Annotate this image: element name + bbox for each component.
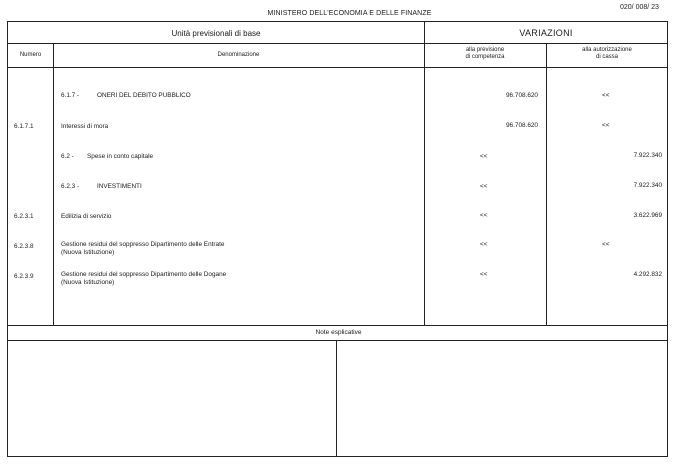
row-competenza: 96.708.620	[506, 122, 538, 129]
row-competenza: <<	[480, 241, 488, 248]
budget-table	[7, 21, 668, 457]
variazioni-divider	[424, 22, 425, 325]
competenza-header-line1: alla previsione	[465, 47, 505, 53]
row-numero: 6.2.3.8	[14, 243, 34, 250]
row-code: 6.2 -	[61, 153, 74, 160]
row-competenza: <<	[480, 153, 488, 160]
row-cassa: <<	[602, 241, 610, 248]
row-cassa: 3.622.969	[633, 212, 662, 219]
ministry-header: MINISTERO DELL'ECONOMIA E DELLE FINANZE	[267, 10, 432, 17]
competenza-header-line2: di competenza	[465, 54, 505, 60]
row-competenza: <<	[480, 212, 488, 219]
notes-left-box	[8, 340, 336, 456]
row-competenza: 96.708.620	[506, 92, 538, 99]
numero-header: Numero	[19, 52, 42, 58]
row-denominazione: Gestione residui del soppresso Dipartimento delle Dogane	[61, 271, 227, 278]
row-cassa: 7.922.340	[633, 182, 662, 189]
row-numero: 6.1.7.1	[14, 123, 34, 130]
row-cassa: 4.292.832	[633, 271, 662, 278]
row-code: 6.2.3 -	[61, 183, 80, 190]
document-code: 020/ 008/ 23	[620, 4, 659, 11]
variazioni-title: VARIAZIONI	[519, 28, 573, 38]
upb-title: Unità previsionali di base	[171, 29, 261, 38]
row-competenza: <<	[480, 271, 488, 278]
denominazione-header: Denominazione	[217, 52, 260, 58]
row-denominazione: Interessi di mora	[61, 123, 109, 130]
cassa-header-line1: alla autorizzazione	[582, 47, 632, 53]
cassa-header	[546, 47, 668, 61]
column-header-divider	[8, 67, 667, 68]
row-denominazione: INVESTIMENTI	[97, 183, 142, 190]
row-numero: 6.2.3.1	[14, 213, 34, 220]
numero-column-divider	[53, 43, 54, 325]
notes-top-divider	[8, 325, 667, 326]
row-competenza: <<	[480, 183, 488, 190]
row-cassa: <<	[602, 92, 610, 99]
row-denominazione: Gestione residui del soppresso Dipartimento delle Entrate	[61, 241, 225, 248]
row-numero: 6.2.3.9	[14, 273, 34, 280]
row-denominazione: Edilizia di servizio	[61, 213, 112, 220]
cassa-column-divider	[546, 43, 547, 325]
row-note: (Nuova Istituzione)	[61, 279, 115, 286]
cassa-header-line2: di cassa	[595, 54, 618, 60]
row-cassa: <<	[602, 122, 610, 129]
row-code: 6.1.7 -	[61, 92, 80, 99]
row-denominazione: Spese in conto capitale	[87, 153, 154, 160]
row-denominazione: ONERI DEL DEBITO PUBBLICO	[97, 92, 191, 99]
row-cassa: 7.922.340	[633, 152, 662, 159]
notes-right-box	[337, 340, 667, 456]
header-divider	[8, 43, 667, 44]
notes-title: Note esplicative	[315, 329, 362, 336]
competenza-header	[424, 47, 546, 61]
row-note: (Nuova Istituzione)	[61, 249, 115, 256]
